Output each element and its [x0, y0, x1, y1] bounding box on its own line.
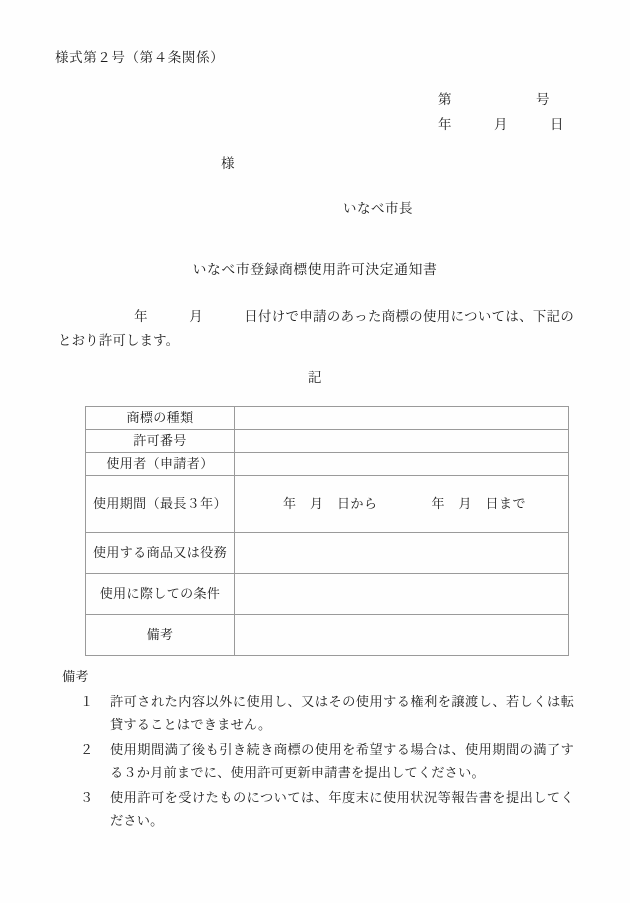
- row-label-trademark-type: 商標の種類: [86, 407, 235, 430]
- row-label-permit-number: 許可番号: [86, 430, 235, 453]
- table-row: [86, 407, 569, 430]
- document-number-line: 第 号: [438, 92, 550, 107]
- row-label-usage-period: 使用期間（最長３年）: [86, 476, 235, 533]
- permission-details-table: [85, 406, 569, 656]
- ki-mark: 記: [308, 370, 322, 385]
- row-value-user-applicant[interactable]: [235, 453, 569, 476]
- row-label-usage-conditions: 使用に際しての条件: [86, 574, 235, 615]
- note-text: 使用許可を受けたものについては、年度末に使用状況等報告書を提出してください。: [110, 789, 574, 828]
- list-item: [80, 690, 574, 737]
- notes-list: [62, 690, 574, 833]
- body-paragraph: [58, 305, 574, 354]
- form-number: 様式第２号（第４条関係）: [55, 50, 225, 65]
- list-item: [80, 786, 574, 833]
- table-row: [86, 615, 569, 656]
- list-item: [80, 738, 574, 785]
- issuer-name: いなべ市長: [343, 201, 413, 216]
- note-text: 使用期間満了後も引き続き商標の使用を希望する場合は、使用期間の満了する３か月前までに、使用許可更新申請書を提出してください。: [110, 741, 574, 780]
- row-value-trademark-type[interactable]: [235, 407, 569, 430]
- document-meta-block: [438, 88, 564, 138]
- note-number: ２: [80, 741, 94, 757]
- row-label-goods-or-services: 使用する商品又は役務: [86, 533, 235, 574]
- table-row: [86, 430, 569, 453]
- row-label-remarks: 備考: [86, 615, 235, 656]
- table-row: [86, 476, 569, 533]
- row-value-remarks[interactable]: [235, 615, 569, 656]
- notes-section: [62, 665, 574, 834]
- note-number: ３: [80, 789, 94, 805]
- note-number: １: [80, 693, 94, 709]
- body-text: 年 月 日付けで申請のあった商標の使用については、下記のとおり許可します。: [58, 309, 574, 349]
- notes-heading: 備考: [62, 669, 89, 684]
- table-row: [86, 453, 569, 476]
- row-label-user-applicant: 使用者（申請者）: [86, 453, 235, 476]
- usage-period-text: 年 月 日から 年 月 日まで: [282, 495, 526, 511]
- note-text: 許可された内容以外に使用し、又はその使用する権利を譲渡し、若しくは転貸することはできません。: [110, 693, 574, 732]
- row-value-usage-period[interactable]: [235, 476, 569, 533]
- row-value-goods-or-services[interactable]: [235, 533, 569, 574]
- page-title: いなべ市登録商標使用許可決定通知書: [192, 262, 438, 277]
- table-row: [86, 533, 569, 574]
- row-value-permit-number[interactable]: [235, 430, 569, 453]
- table-row: [86, 574, 569, 615]
- document-date-line: 年 月 日: [438, 116, 564, 132]
- row-value-usage-conditions[interactable]: [235, 574, 569, 615]
- addressee-suffix: 様: [221, 156, 235, 171]
